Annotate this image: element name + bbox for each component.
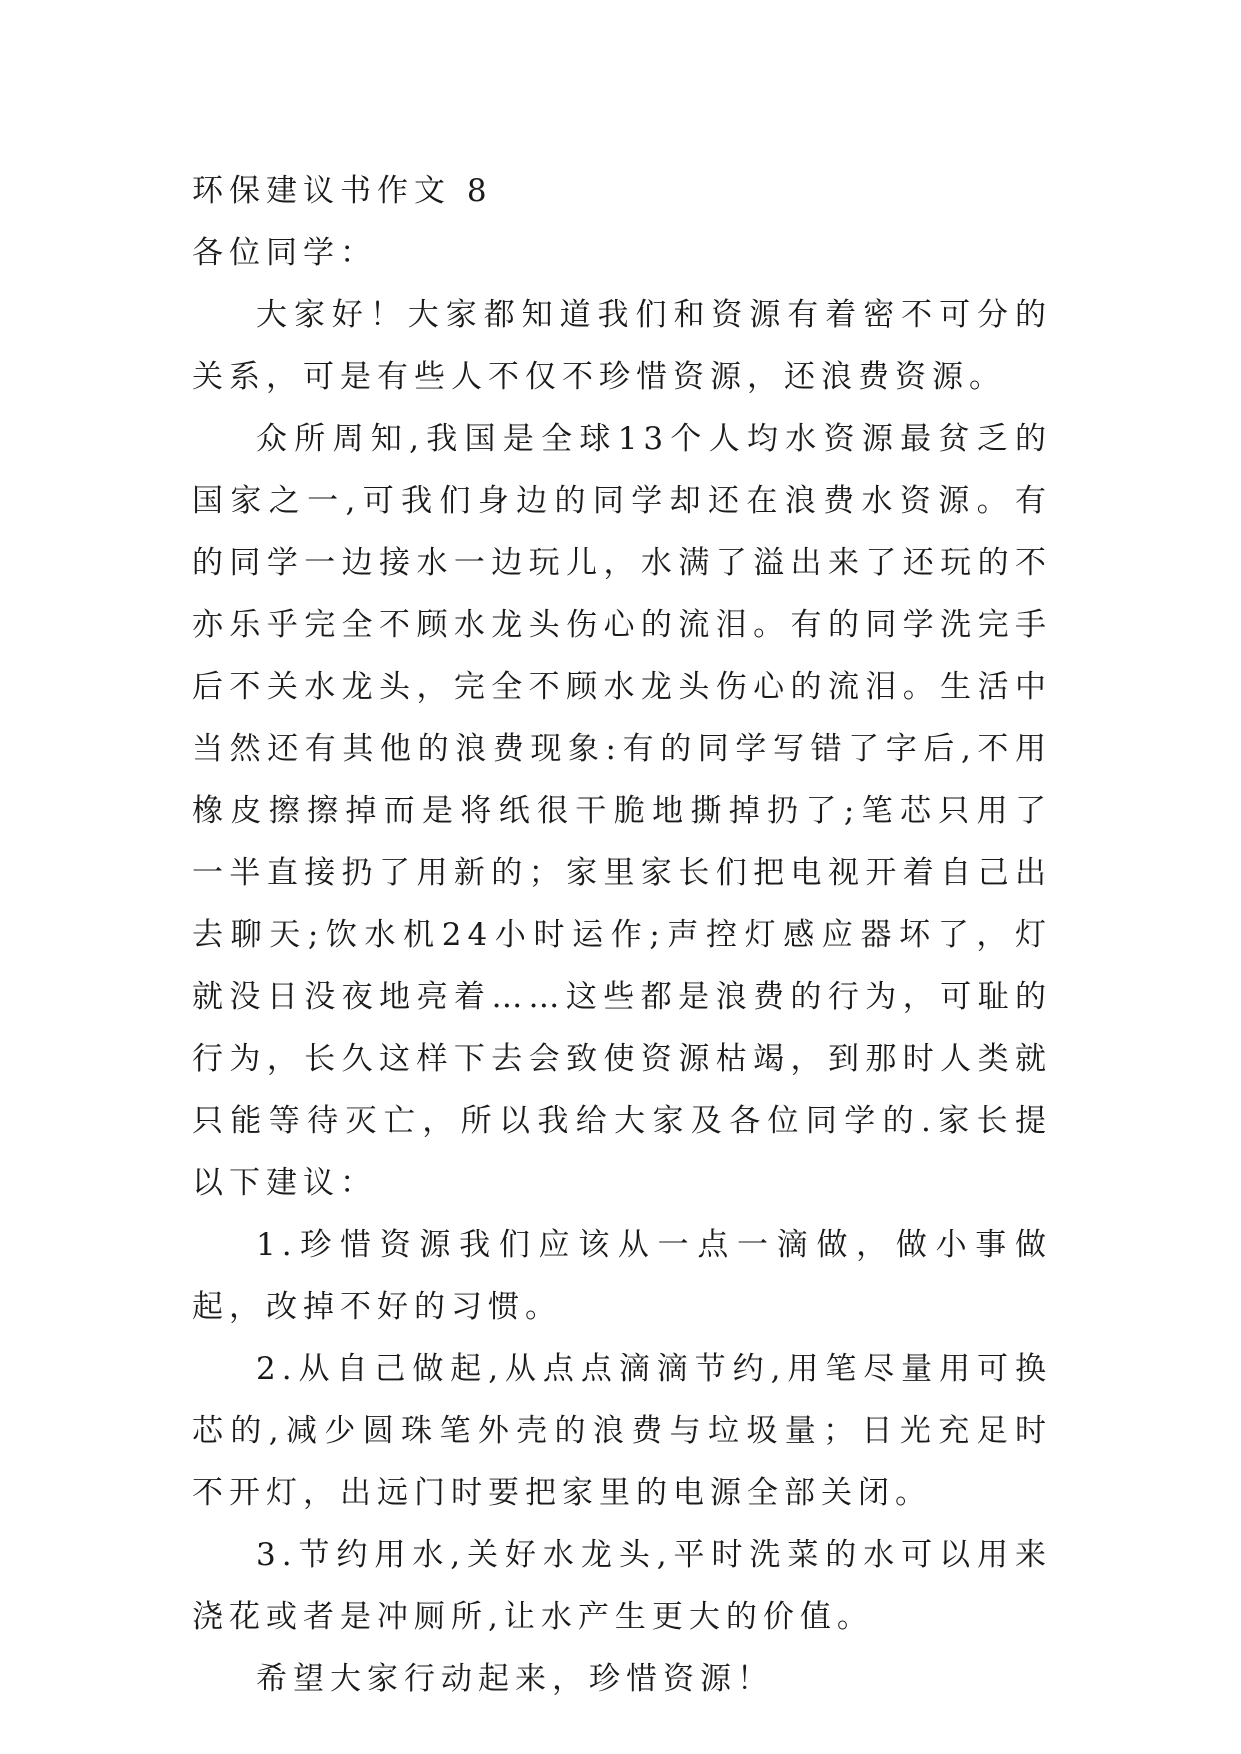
salutation: 各位同学：	[192, 235, 377, 271]
closing-line: 希望大家行动起来，珍惜资源！	[256, 1661, 774, 1697]
paragraph-greeting: 大家好！大家都知道我们和资源有着密不可分的关系，可是有些人不仅不珍惜资源，还浪费资源。	[192, 297, 1052, 395]
suggestion-2: 2.从自己做起,从点点滴滴节约,用笔尽量用可换芯的,减少圆珠笔外壳的浪费与垃圾量；日光充足时不开灯，出远门时要把家里的电源全部关闭。	[192, 1351, 1052, 1511]
paragraph-waste-examples: 众所周知,我国是全球13个人均水资源最贫乏的国家之一,可我们身边的同学却还在浪费水资源。有的同学一边接水一边玩儿，水满了溢出来了还玩的不亦乐乎完全不顾水龙头伤心的流泪。有的同学洗完手后不关水龙头，完全不顾水龙头伤心的流泪。生活中当然还有其他的浪费现象:有的同学写错了字后,不用橡皮擦擦掉而是将纸很干脆地撕掉扔了;笔芯只用了一半直接扔了用新的；家里家长们把电视开着自己出去聊天;饮水机24小时运作;声控灯感应器坏了，灯就没日没夜地亮着……这些都是浪费的行为，可耻的行为，长久这样下去会致使资源枯竭，到那时人类就只能等待灭亡，所以我给大家及各位同学的.家长提以下建议：	[192, 421, 1052, 1201]
document-title: 环保建议书作文 8	[192, 173, 493, 209]
suggestion-3: 3.节约用水,关好水龙头,平时洗菜的水可以用来浇花或者是冲厕所,让水产生更大的价值。	[192, 1537, 1052, 1635]
suggestion-1: 1.珍惜资源我们应该从一点一滴做，做小事做起，改掉不好的习惯。	[192, 1227, 1052, 1325]
document-body	[192, 160, 1052, 1710]
